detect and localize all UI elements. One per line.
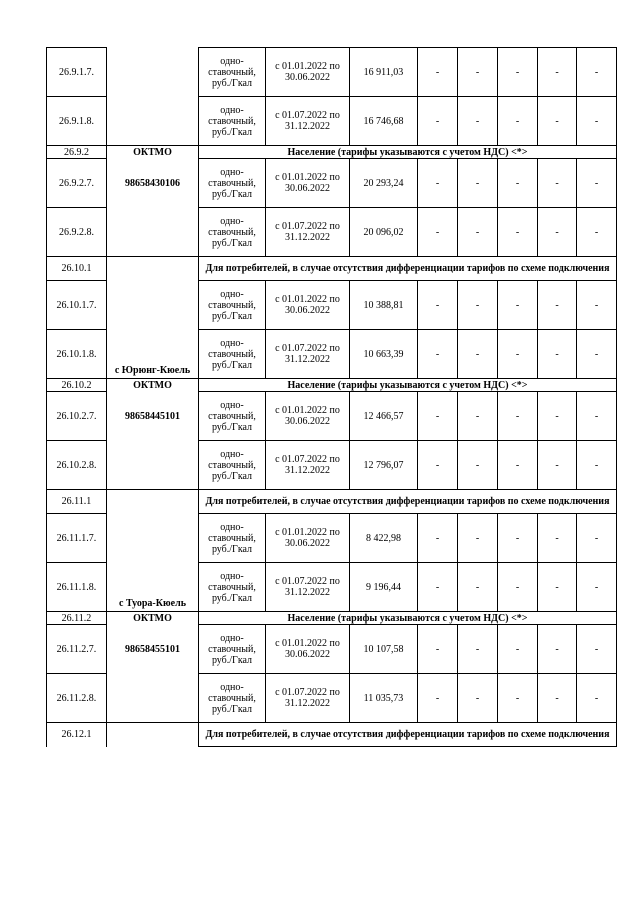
dash-cell: -	[458, 159, 498, 208]
row-code: 26.10.2	[47, 379, 107, 392]
settlement-cell	[107, 674, 199, 723]
row-code: 26.11.1	[47, 490, 107, 514]
dash-cell: -	[538, 514, 577, 563]
dash-cell: -	[538, 330, 577, 379]
table-row	[47, 490, 617, 514]
table-row	[47, 208, 617, 257]
oktmo-label: ОКТМО	[107, 146, 199, 159]
tariff-period: с 01.01.2022 по 30.06.2022	[266, 159, 350, 208]
table-row	[47, 392, 617, 441]
tariff-period: с 01.01.2022 по 30.06.2022	[266, 392, 350, 441]
tariff-table	[46, 47, 617, 747]
oktmo-label: ОКТМО	[107, 612, 199, 625]
dash-cell: -	[458, 392, 498, 441]
dash-cell: -	[538, 563, 577, 612]
dash-cell: -	[458, 330, 498, 379]
settlement-name: с Туора-Кюель	[107, 490, 199, 612]
table-row	[47, 674, 617, 723]
section-header: Для потребителей, в случае отсутствия дифференциации тарифов по схеме подключения	[199, 257, 617, 281]
row-code: 26.10.2.7.	[47, 392, 107, 441]
dash-cell: -	[458, 48, 498, 97]
dash-cell: -	[577, 674, 617, 723]
oktmo-label: ОКТМО	[107, 379, 199, 392]
tariff-kind: одно-ставочный, руб./Гкал	[199, 330, 266, 379]
tariff-kind: одно-ставочный, руб./Гкал	[199, 674, 266, 723]
settlement-name: с Юрюнг-Кюель	[107, 257, 199, 379]
tariff-period: с 01.07.2022 по 31.12.2022	[266, 208, 350, 257]
tariff-period: с 01.01.2022 по 30.06.2022	[266, 281, 350, 330]
dash-cell: -	[577, 48, 617, 97]
dash-cell: -	[577, 514, 617, 563]
dash-cell: -	[458, 208, 498, 257]
dash-cell: -	[418, 625, 458, 674]
tariff-value: 16 911,03	[350, 48, 418, 97]
dash-cell: -	[538, 208, 577, 257]
dash-cell: -	[577, 159, 617, 208]
dash-cell: -	[418, 392, 458, 441]
table-row	[47, 257, 617, 281]
dash-cell: -	[458, 514, 498, 563]
table-row	[47, 146, 617, 159]
settlement-cell	[107, 441, 199, 490]
table-row	[47, 379, 617, 392]
row-code: 26.11.2	[47, 612, 107, 625]
dash-cell: -	[418, 330, 458, 379]
tariff-kind: одно-ставочный, руб./Гкал	[199, 208, 266, 257]
tariff-value: 8 422,98	[350, 514, 418, 563]
table-row	[47, 612, 617, 625]
dash-cell: -	[577, 330, 617, 379]
oktmo-number: 98658430106	[107, 159, 199, 208]
dash-cell: -	[418, 208, 458, 257]
tariff-period: с 01.01.2022 по 30.06.2022	[266, 514, 350, 563]
dash-cell: -	[418, 159, 458, 208]
dash-cell: -	[498, 281, 538, 330]
dash-cell: -	[498, 159, 538, 208]
tariff-kind: одно-ставочный, руб./Гкал	[199, 48, 266, 97]
section-header: Для потребителей, в случае отсутствия дифференциации тарифов по схеме подключения	[199, 490, 617, 514]
section-header: Население (тарифы указываются с учетом НДС) <*>	[199, 379, 617, 392]
dash-cell: -	[538, 48, 577, 97]
row-code: 26.9.2.8.	[47, 208, 107, 257]
row-code: 26.9.2.7.	[47, 159, 107, 208]
row-code: 26.9.1.8.	[47, 97, 107, 146]
tariff-period: с 01.07.2022 по 31.12.2022	[266, 674, 350, 723]
dash-cell: -	[577, 97, 617, 146]
table-row	[47, 723, 617, 747]
row-code: 26.10.1.8.	[47, 330, 107, 379]
oktmo-number: 98658445101	[107, 392, 199, 441]
table-row	[47, 48, 617, 97]
tariff-period: с 01.01.2022 по 30.06.2022	[266, 48, 350, 97]
dash-cell: -	[498, 514, 538, 563]
tariff-kind: одно-ставочный, руб./Гкал	[199, 392, 266, 441]
tariff-kind: одно-ставочный, руб./Гкал	[199, 159, 266, 208]
dash-cell: -	[538, 392, 577, 441]
tariff-value: 10 107,58	[350, 625, 418, 674]
dash-cell: -	[498, 441, 538, 490]
row-code: 26.10.1	[47, 257, 107, 281]
dash-cell: -	[418, 514, 458, 563]
dash-cell: -	[498, 392, 538, 441]
tariff-kind: одно-ставочный, руб./Гкал	[199, 441, 266, 490]
row-code: 26.11.2.7.	[47, 625, 107, 674]
tariff-kind: одно-ставочный, руб./Гкал	[199, 97, 266, 146]
settlement-cell	[107, 208, 199, 257]
dash-cell: -	[458, 97, 498, 146]
dash-cell: -	[577, 441, 617, 490]
dash-cell: -	[577, 625, 617, 674]
dash-cell: -	[538, 97, 577, 146]
settlement-cell	[107, 48, 199, 146]
tariff-value: 12 466,57	[350, 392, 418, 441]
section-header: Население (тарифы указываются с учетом НДС) <*>	[199, 146, 617, 159]
dash-cell: -	[498, 563, 538, 612]
dash-cell: -	[418, 97, 458, 146]
tariff-value: 9 196,44	[350, 563, 418, 612]
table-row	[47, 625, 617, 674]
dash-cell: -	[458, 625, 498, 674]
dash-cell: -	[498, 674, 538, 723]
oktmo-number: 98658455101	[107, 625, 199, 674]
dash-cell: -	[538, 441, 577, 490]
dash-cell: -	[538, 281, 577, 330]
dash-cell: -	[538, 159, 577, 208]
tariff-kind: одно-ставочный, руб./Гкал	[199, 514, 266, 563]
dash-cell: -	[418, 441, 458, 490]
tariff-period: с 01.07.2022 по 31.12.2022	[266, 97, 350, 146]
settlement-cell	[107, 723, 199, 747]
row-code: 26.12.1	[47, 723, 107, 747]
dash-cell: -	[418, 48, 458, 97]
row-code: 26.10.1.7.	[47, 281, 107, 330]
section-header: Население (тарифы указываются с учетом НДС) <*>	[199, 612, 617, 625]
dash-cell: -	[418, 674, 458, 723]
tariff-value: 20 096,02	[350, 208, 418, 257]
row-code: 26.9.1.7.	[47, 48, 107, 97]
tariff-period: с 01.01.2022 по 30.06.2022	[266, 625, 350, 674]
tariff-value: 16 746,68	[350, 97, 418, 146]
dash-cell: -	[577, 281, 617, 330]
dash-cell: -	[577, 392, 617, 441]
tariff-value: 10 388,81	[350, 281, 418, 330]
row-code: 26.9.2	[47, 146, 107, 159]
tariff-kind: одно-ставочный, руб./Гкал	[199, 563, 266, 612]
dash-cell: -	[418, 281, 458, 330]
table-row	[47, 159, 617, 208]
tariff-kind: одно-ставочный, руб./Гкал	[199, 625, 266, 674]
dash-cell: -	[498, 48, 538, 97]
tariff-value: 10 663,39	[350, 330, 418, 379]
dash-cell: -	[418, 563, 458, 612]
dash-cell: -	[498, 625, 538, 674]
dash-cell: -	[498, 97, 538, 146]
row-code: 26.11.1.8.	[47, 563, 107, 612]
row-code: 26.11.1.7.	[47, 514, 107, 563]
tariff-value: 12 796,07	[350, 441, 418, 490]
dash-cell: -	[538, 674, 577, 723]
dash-cell: -	[458, 281, 498, 330]
section-header: Для потребителей, в случае отсутствия дифференциации тарифов по схеме подключения	[199, 723, 617, 747]
tariff-period: с 01.07.2022 по 31.12.2022	[266, 330, 350, 379]
dash-cell: -	[458, 674, 498, 723]
tariff-period: с 01.07.2022 по 31.12.2022	[266, 563, 350, 612]
dash-cell: -	[538, 625, 577, 674]
tariff-period: с 01.07.2022 по 31.12.2022	[266, 441, 350, 490]
dash-cell: -	[577, 208, 617, 257]
tariff-kind: одно-ставочный, руб./Гкал	[199, 281, 266, 330]
table-row	[47, 441, 617, 490]
dash-cell: -	[577, 563, 617, 612]
tariff-value: 11 035,73	[350, 674, 418, 723]
dash-cell: -	[458, 441, 498, 490]
tariff-value: 20 293,24	[350, 159, 418, 208]
row-code: 26.11.2.8.	[47, 674, 107, 723]
dash-cell: -	[498, 330, 538, 379]
row-code: 26.10.2.8.	[47, 441, 107, 490]
dash-cell: -	[498, 208, 538, 257]
dash-cell: -	[458, 563, 498, 612]
